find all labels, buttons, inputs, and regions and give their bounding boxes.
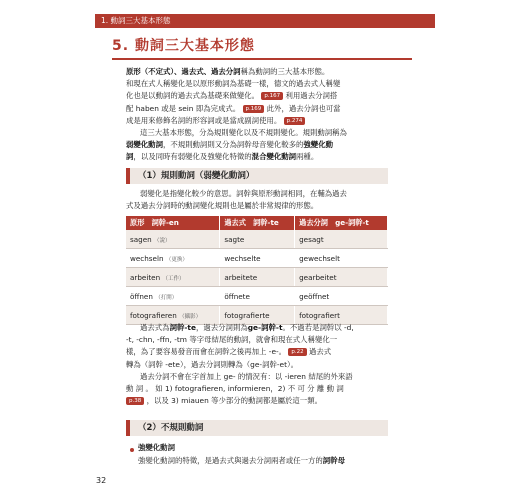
bold-term: 詞 [126, 152, 134, 162]
page-number: 32 [96, 476, 107, 485]
page-reference-icon[interactable] [288, 348, 306, 356]
intro-text: 利用過去分詞搭 [285, 91, 338, 101]
after-table-line-7 [126, 395, 396, 407]
intro-text: 此外，過去分詞也可當 [266, 103, 341, 113]
verb-meaning: （攝影） [179, 313, 202, 320]
verb-conjugation-table [126, 216, 388, 325]
verb-meaning: （更換） [165, 256, 188, 263]
table-header-infinitive: 原形 詞幹-en [126, 216, 220, 230]
table-cell-participle: fotografiert [295, 306, 388, 325]
section-heading-regular-verbs [126, 168, 388, 184]
table-cell-infinitive [126, 249, 220, 268]
table-cell-past: arbeitete [220, 268, 295, 287]
intro-text: ，以及同時有弱變化及強變化特徵的 [133, 152, 252, 162]
verb-infinitive: arbeiten [130, 272, 161, 282]
body-text: 強變化動詞的特徵，是過去式與過去分詞兩者或任一方的 [138, 456, 323, 465]
intro-line-4 [126, 103, 396, 115]
verb-meaning: （說） [154, 237, 171, 244]
page-reference-icon[interactable] [126, 397, 144, 405]
verb-meaning: （打開） [155, 294, 178, 301]
intro-text: 化也是以動詞的過去式為基礎來做變化。 [126, 91, 260, 101]
body-text: ，以及 3) miauen 等少部分的動詞都是屬於這一類。 [146, 396, 322, 406]
bullet-strong-verbs: 強變化動詞 [138, 443, 175, 452]
section-heading-irregular-verbs [126, 420, 388, 436]
section1-line-2: 式及過去分詞時的動詞變化規則也是屬於非常規律的形態。 [126, 201, 319, 211]
page-reference-icon[interactable] [261, 92, 283, 100]
section1-paragraph [126, 188, 396, 212]
after-table-line-3 [126, 346, 396, 358]
bold-term: ge-詞幹-t [247, 323, 283, 332]
after-table-line-1 [126, 322, 396, 334]
bold-term: 弱變化動詞 [126, 140, 163, 150]
running-header [95, 14, 435, 28]
title-rule [112, 58, 412, 60]
table-header-past: 過去式 詞幹-te [220, 216, 295, 230]
after-table-paragraph [126, 322, 396, 407]
table-cell-participle: geöffnet [295, 287, 388, 306]
intro-text: 兩種。 [296, 152, 319, 162]
table-cell-past: wechselte [220, 249, 295, 268]
section1-line-1: 弱變化是指變化較少的意思。詞幹與原形動詞相同，在輔為過去 [140, 189, 347, 198]
page-reference-icon[interactable] [284, 117, 306, 125]
table-cell-infinitive [126, 268, 220, 287]
table-cell-past: öffnete [220, 287, 295, 306]
page-reference-text: p.38 [129, 398, 142, 405]
intro-text: 稱為動詞的三大基本形態。 [240, 67, 330, 76]
after-table-line-5: 過去分詞不會在字首加上 ge- 的情況有：以 -ieren 結尾的外來語 [140, 371, 353, 381]
bold-term: 強變化動 [303, 140, 333, 150]
section-title: （2）不規則動詞 [138, 423, 204, 433]
page-reference-text: p.22 [291, 349, 304, 356]
after-table-line-2: -t, -chn, -ffn, -tm 等字母結尾的動詞，就會和現在式人稱變化一 [126, 335, 338, 345]
chapter-title-text: 動詞三大基本形態 [134, 38, 255, 54]
intro-bold-forms: 原形（不定式）、過去式、過去分詞 [126, 67, 241, 76]
running-header-text: 1. 動詞三大基本形態 [101, 16, 171, 25]
intro-text: 配 haben 或是 sein 即為完成式。 [126, 103, 241, 113]
table-cell-participle: gewechselt [295, 249, 388, 268]
body-text: 。不過若是詞幹以 -d, [282, 323, 354, 332]
intro-line-8 [126, 151, 396, 163]
bold-term: 混合變化動詞 [251, 152, 297, 162]
page-reference-icon[interactable] [243, 105, 265, 113]
table-cell-past: fotografierte [220, 306, 295, 325]
table-cell-past: sagte [220, 230, 295, 249]
intro-line-6: 這三大基本形態，分為規則變化以及不規則變化。規則動詞稱為 [140, 128, 347, 138]
bold-term: 詞幹母 [322, 456, 345, 465]
intro-line-2: 和現在式人稱變化是以原形動詞為基礎一樣，德文的過去式人稱變 [126, 79, 341, 89]
table-cell-infinitive [126, 230, 220, 249]
verb-infinitive: öffnen [130, 291, 153, 301]
intro-line-7 [126, 139, 396, 151]
table-cell-participle: gesagt [295, 230, 388, 249]
table-cell-participle: gearbeitet [295, 268, 388, 287]
verb-meaning: （工作） [162, 275, 185, 282]
intro-text: 成是用來修飾名詞的形容詞或是當成副詞使用。 [126, 115, 282, 125]
page-reference-text: p.274 [286, 117, 303, 124]
after-table-line-6: 動 詞 。 如 1) fotografieren, informieren，2) 不 可 分 離 動 詞 [126, 384, 344, 394]
table-row [126, 287, 388, 306]
intro-line-3 [126, 90, 396, 102]
chapter-number: 5. [112, 38, 130, 54]
table-header-participle: 過去分詞 ge-詞幹-t [295, 216, 388, 230]
bullet-icon [130, 448, 134, 452]
page-reference-text: p.167 [264, 93, 281, 100]
intro-line-1 [126, 66, 396, 78]
after-table-line-4: 轉為（詞幹 -ete），過去分詞則轉為（ge-詞幹-et）。 [126, 359, 299, 369]
table-header-row [126, 216, 388, 230]
body-text: ，過去分詞則為 [195, 323, 248, 332]
table-cell-infinitive [126, 287, 220, 306]
bold-term: 詞幹-te [169, 323, 196, 332]
table-row [126, 230, 388, 249]
body-text: 過去式 [309, 347, 332, 357]
table-row [126, 249, 388, 268]
verb-infinitive: wechseln [130, 253, 164, 263]
table-row [126, 268, 388, 287]
section-title: （1）規則動詞（弱變化動詞） [138, 171, 255, 181]
intro-line-5 [126, 115, 396, 127]
intro-text: ，不規則動詞則又分為詞幹母音變化較多的 [162, 140, 304, 150]
page-reference-text: p.169 [245, 105, 262, 112]
verb-infinitive: fotografieren [130, 310, 177, 320]
body-text: 過去式為 [140, 323, 170, 332]
verb-infinitive: sagen [130, 234, 152, 244]
chapter-title [112, 36, 392, 56]
section2-line-1 [138, 455, 400, 467]
intro-paragraph [126, 66, 396, 164]
body-text: 樣，為了要容易發音而會在詞幹之後再加上 -e-。 [126, 347, 287, 357]
